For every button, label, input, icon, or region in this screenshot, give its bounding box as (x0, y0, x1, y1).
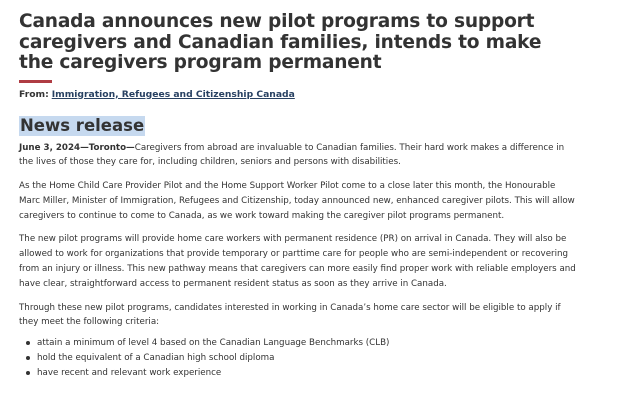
news-release-label: News release (20, 115, 145, 135)
news-release-heading (19, 116, 579, 136)
paragraph-pilots-closing: As the Home Child Care Provider Pilot and the Home Support Worker Pilot come to a close later this month, the Honourable Marc Miller, Minister of Immigration, Refugees and Citizenship, today announced new, enhanced caregiver pilots. This will allow caregivers to continue to come to Canada, as we work toward making the caregiver pilot programs permanent. (19, 181, 575, 221)
from-label: From: (19, 88, 49, 100)
criteria-text: hold the equivalent of a Canadian high school diploma (37, 353, 275, 364)
criteria-text: attain a minimum of level 4 based on the Canadian Language Benchmarks (CLB) (37, 338, 390, 349)
bullet-icon (26, 356, 30, 360)
article (19, 12, 579, 381)
criteria-text: have recent and relevant work experience (37, 367, 222, 378)
paragraph-permanent-residence: The new pilot programs will provide home care workers with permanent residence (PR) on arrival in Canada. They will also be allowed to work for organizations that provide temporary or parttime care for people who are semi-independent or recovering from an injury or illness. This new pathway means that caregivers can more easily find proper work with reliable employers and have clear, straightforward access to permanent resident status as soon as they arrive in Canada. (19, 234, 576, 289)
from-line (19, 89, 579, 101)
intro-paragraph (19, 141, 579, 171)
department-link[interactable]: Immigration, Refugees and Citizenship Canada (51, 88, 295, 100)
list-item (37, 336, 579, 351)
list-item (37, 366, 579, 381)
dateline: June 3, 2024—Toronto— (19, 142, 135, 153)
paragraph-eligibility: Through these new pilot programs, candidates interested in working in Canada’s home care sector will be eligible to apply if they meet the following criteria: (19, 302, 561, 328)
title-underline (19, 80, 52, 83)
list-item (37, 351, 579, 366)
criteria-list (19, 336, 579, 380)
bullet-icon (26, 371, 30, 375)
intro-text: Caregivers from abroad are invaluable to Canadian families. Their hard work makes a difference in the lives of those they care for, including children, seniors and persons with disabilities. (19, 142, 565, 168)
bullet-icon (26, 341, 30, 345)
page-title: Canada announces new pilot programs to support caregivers and Canadian families, intends to make the caregivers program permanent (19, 11, 542, 73)
